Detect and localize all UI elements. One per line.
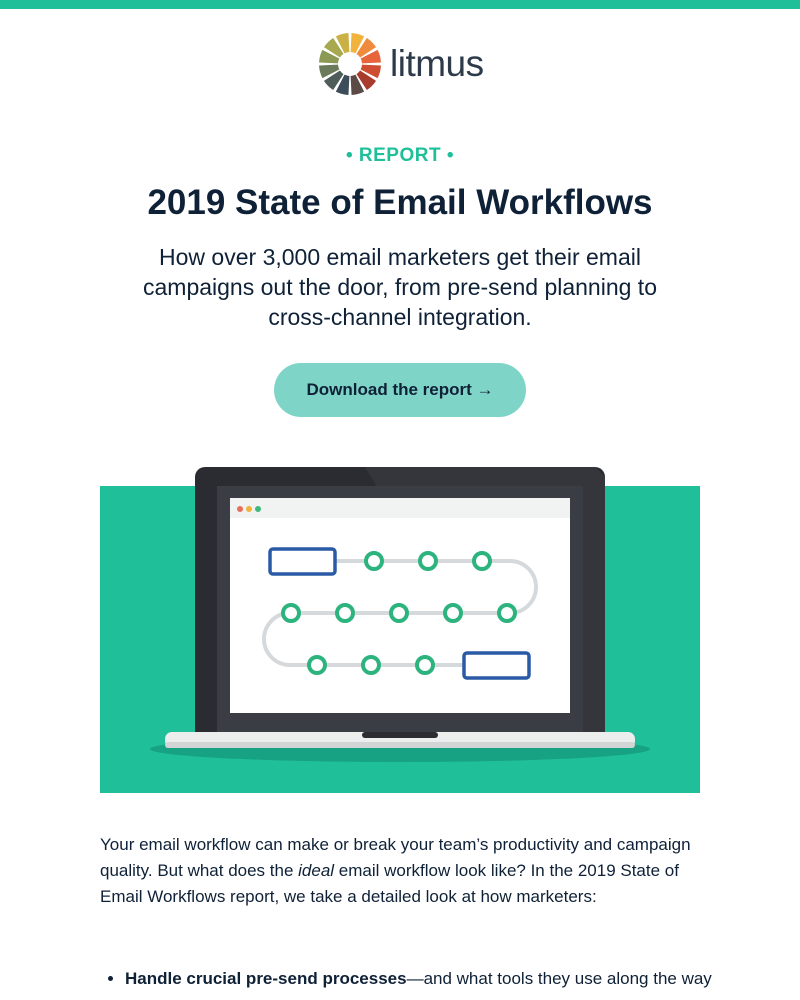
workflow-node (337, 605, 353, 621)
list-item (125, 966, 725, 992)
findings-list (100, 966, 725, 992)
workflow-node (445, 605, 461, 621)
laptop-workflow-illustration (100, 458, 700, 793)
intro-emphasis: ideal (298, 861, 335, 880)
intro-paragraph (100, 832, 700, 910)
top-accent-bar (0, 0, 800, 9)
litmus-color-wheel-icon (318, 32, 382, 96)
workflow-node (391, 605, 407, 621)
report-eyebrow: • REPORT • (345, 145, 455, 166)
workflow-node (309, 657, 325, 673)
intro-text-end: email workflow look like? In the 2019 State of Email Workflows report, we take a detailed look at how marketers: (100, 861, 679, 906)
workflow-node (363, 657, 379, 673)
workflow-node (420, 553, 436, 569)
logo-wordmark: litmus (390, 43, 484, 84)
workflow-node (366, 553, 382, 569)
list-item-text: —and what tools they use along the way (406, 969, 712, 988)
workflow-node (499, 605, 515, 621)
page-title: 2019 State of Email Workflows (147, 183, 653, 222)
litmus-logo[interactable] (318, 32, 484, 96)
list-item-bold: Handle crucial pre-send processes (125, 969, 407, 988)
workflow-node (283, 605, 299, 621)
download-report-button[interactable]: Download the report → (274, 363, 526, 417)
workflow-node (474, 553, 490, 569)
hero-illustration (100, 458, 700, 793)
intro-text-start: Your email workflow can make or break your team’s productivity and campaign quality. But what does the (100, 835, 691, 880)
workflow-node (417, 657, 433, 673)
page-subtitle: How over 3,000 email marketers get their email campaigns out the door, from pre-send planning to cross-channel integration. (143, 244, 657, 330)
